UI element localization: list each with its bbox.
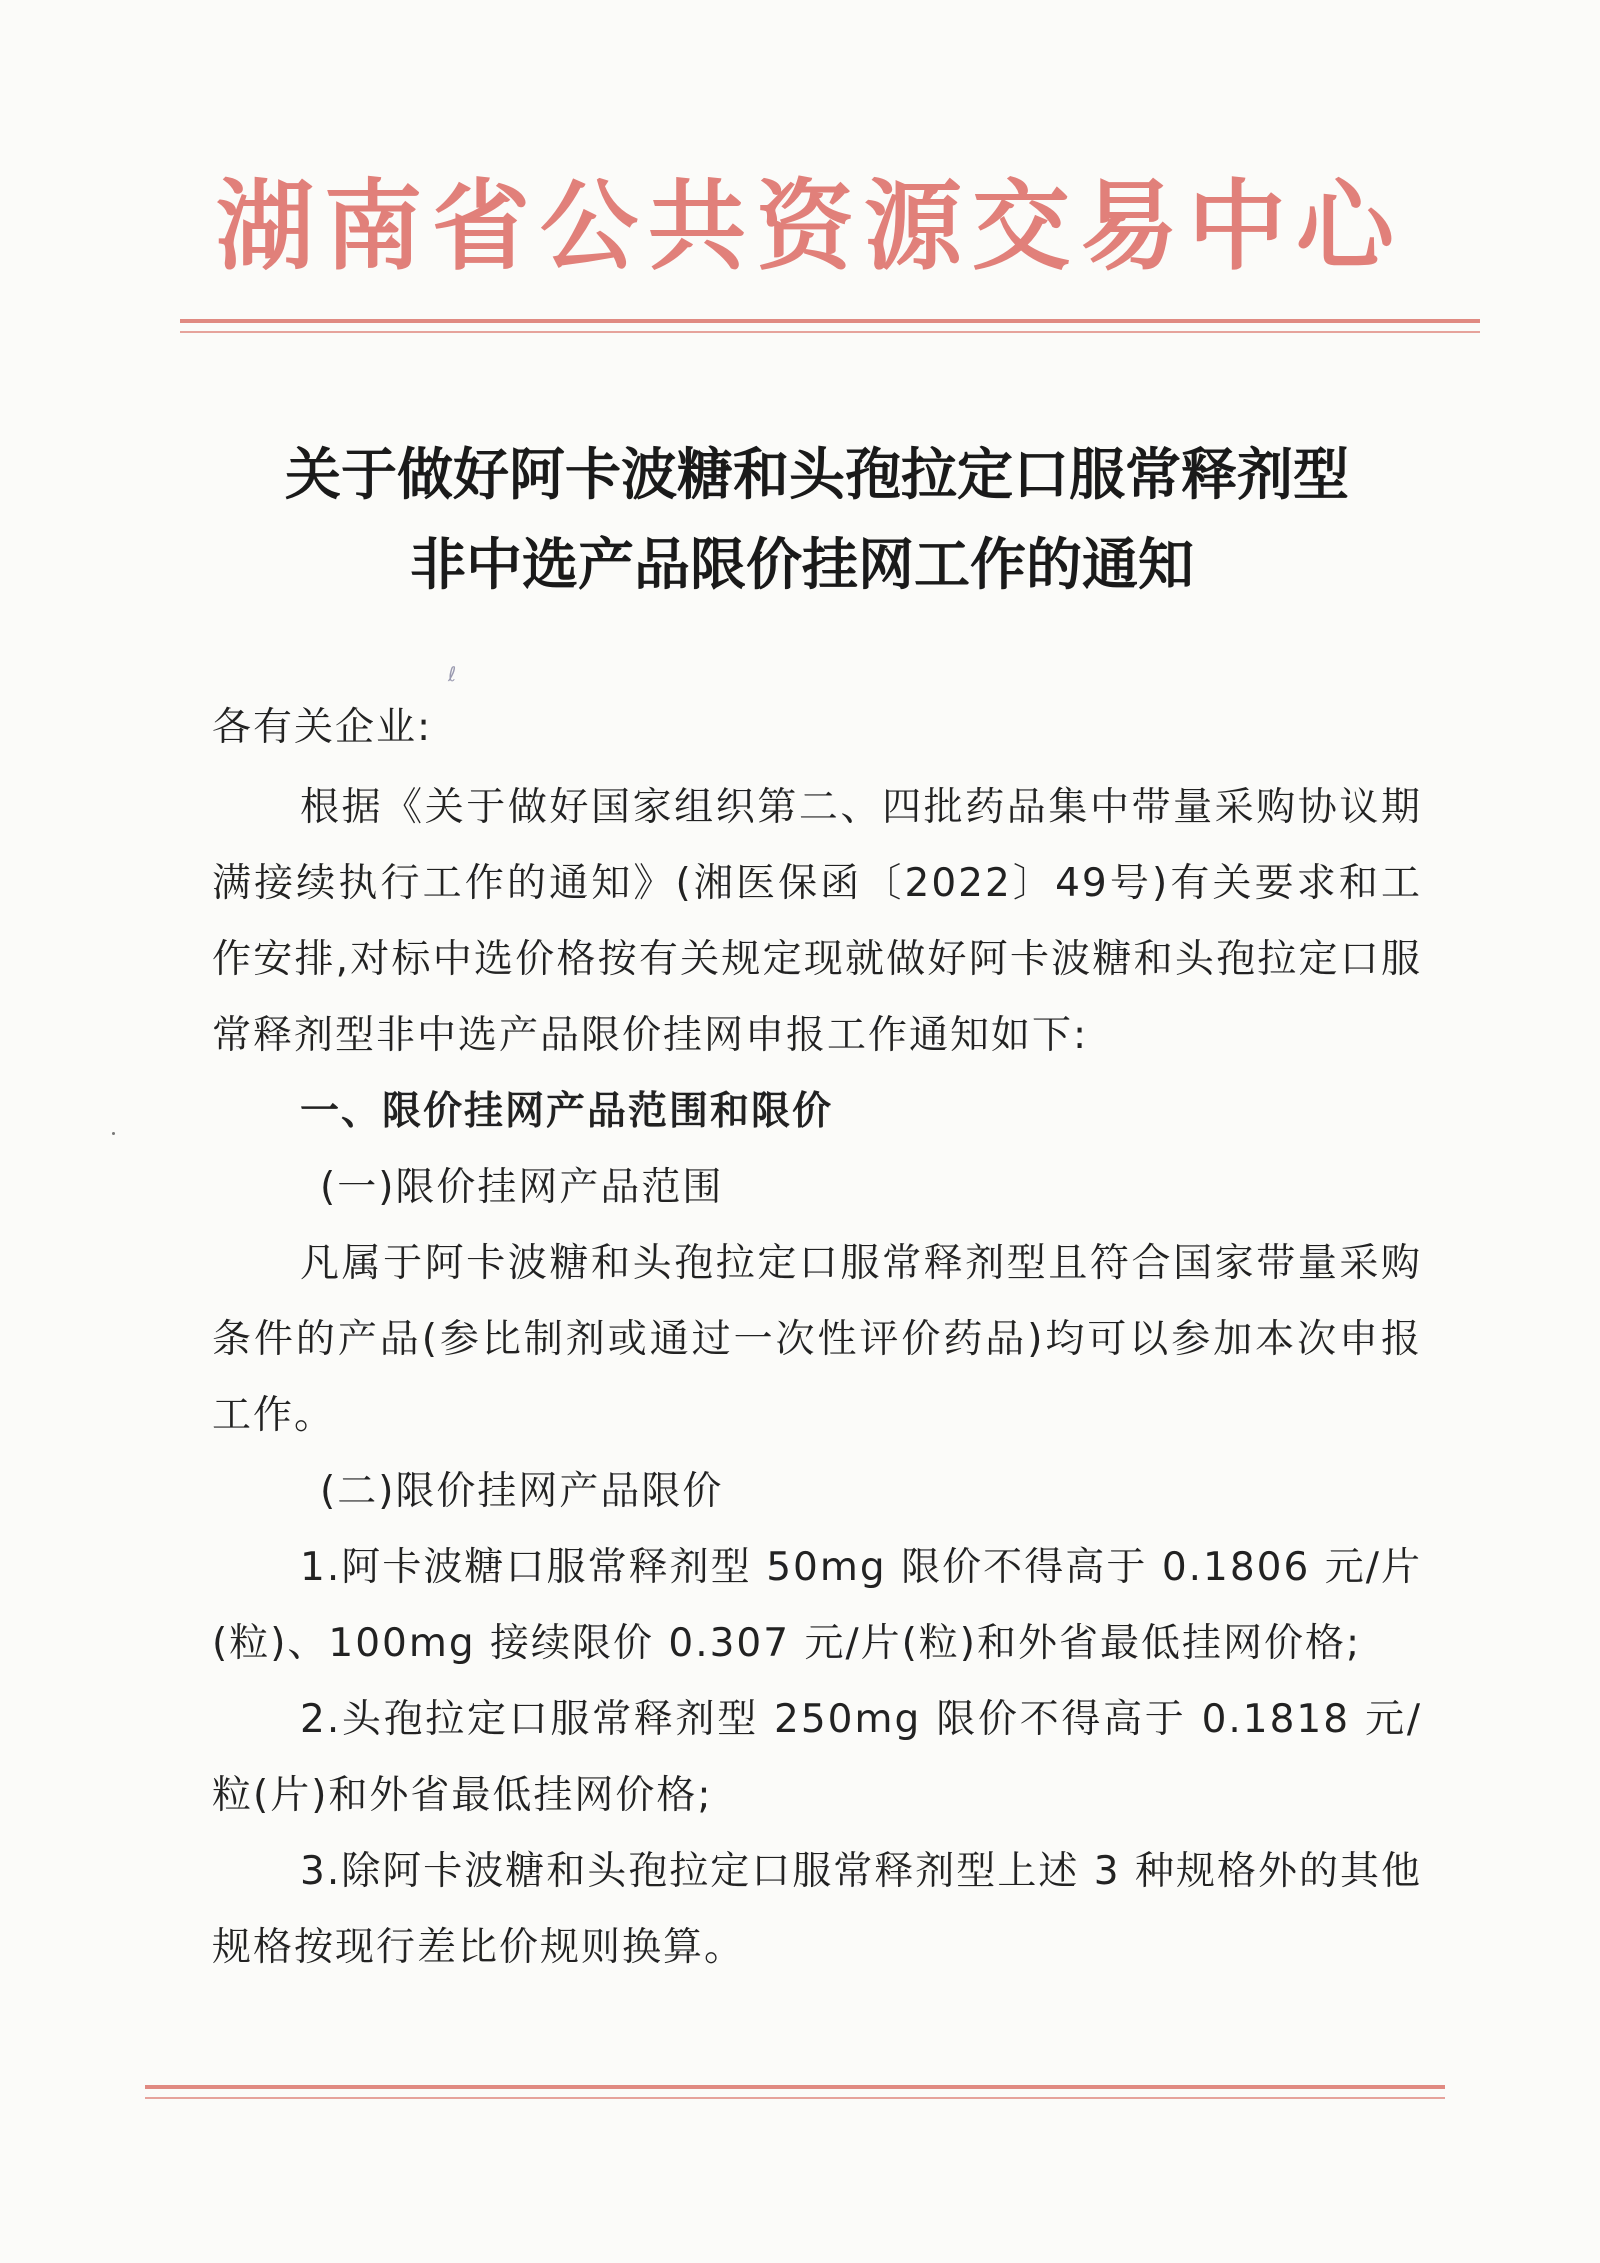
letterhead-divider-thin: [180, 331, 1480, 333]
subsection-1-text: 凡属于阿卡波糖和头孢拉定口服常释剂型且符合国家带量采购条件的产品(参比制剂或通过一次性评价药品)均可以参加本次申报工作。: [212, 1241, 1422, 1438]
handwritten-scribble: ℓ: [448, 662, 457, 686]
title-line-1: 关于做好阿卡波糖和头孢拉定口服常释剂型: [285, 442, 1349, 508]
price-limit-item-3: 3.除阿卡波糖和头孢拉定口服常释剂型上述 3 种规格外的其他规格按现行差比价规则换算。: [212, 1849, 1422, 1970]
letterhead-org-name: 湖南省公共资源交易中心: [215, 169, 1404, 284]
footer-divider-thick: [145, 2085, 1445, 2089]
subsection-1-heading: (一)限价挂网产品范围: [320, 1165, 724, 1210]
footer-divider-thin: [145, 2097, 1445, 2099]
document-body: [212, 690, 1422, 1986]
document-title: [200, 430, 1450, 610]
letterhead-divider-thick: [180, 319, 1480, 323]
subsection-2-heading: (二)限价挂网产品限价: [320, 1469, 724, 1514]
title-line-2: 非中选产品限价挂网工作的通知: [410, 532, 1194, 598]
scan-speck: [112, 1132, 115, 1135]
section-1-heading: 一、限价挂网产品范围和限价: [300, 1089, 834, 1134]
intro-paragraph: 根据《关于做好国家组织第二、四批药品集中带量采购协议期满接续执行工作的通知》(湘医保函〔2022〕49号)有关要求和工作安排,对标中选价格按有关规定现就做好阿卡波糖和头孢拉定口服常释剂型非中选产品限价挂网申报工作通知如下:: [212, 785, 1422, 1058]
salutation: 各有关企业:: [212, 705, 433, 750]
price-limit-item-2: 2.头孢拉定口服常释剂型 250mg 限价不得高于 0.1818 元/粒(片)和外省最低挂网价格;: [212, 1697, 1422, 1818]
price-limit-item-1: 1.阿卡波糖口服常释剂型 50mg 限价不得高于 0.1806 元/片(粒)、100mg 接续限价 0.307 元/片(粒)和外省最低挂网价格;: [212, 1545, 1422, 1666]
